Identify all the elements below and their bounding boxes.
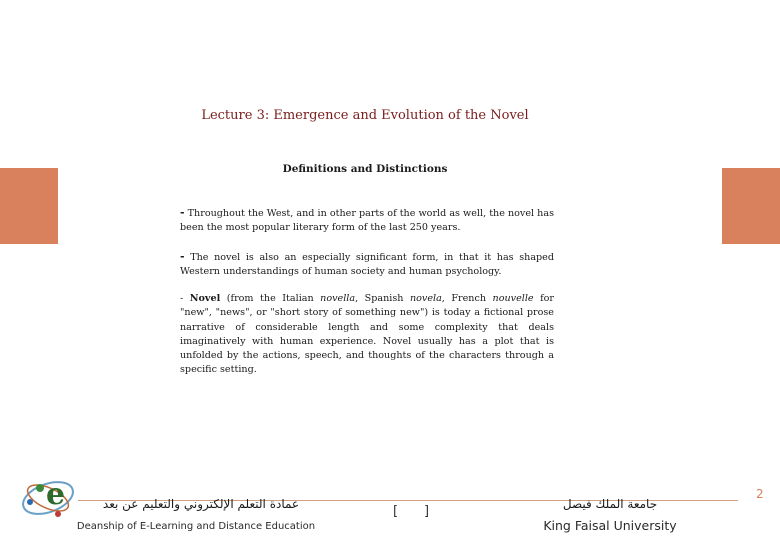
paragraph-3-text-c: , French <box>441 293 493 304</box>
deanship-arabic: عمادة التعلم الإلكتروني والتعليم عن بعد <box>102 497 300 511</box>
paragraph-3-text-a: (from the Italian <box>220 293 321 304</box>
novel-term: Novel <box>189 293 221 304</box>
term-novela: novela <box>409 293 442 304</box>
svg-text:e: e <box>46 477 66 512</box>
university-arabic: جامعة الملك فيصل <box>562 497 658 511</box>
elearning-logo-icon <box>18 462 84 528</box>
slide-title: Lecture 3: Emergence and Evolution of the Novel <box>201 108 529 123</box>
bullet-1: - <box>180 206 185 219</box>
left-accent-bar <box>0 168 58 244</box>
paragraph-3-lead: - <box>180 293 190 304</box>
page-bracket-open: [ <box>393 504 399 519</box>
page-bracket-close: ] <box>424 504 430 519</box>
paragraph-2 <box>180 250 554 280</box>
paragraph-3-text-d: for "new", "news", or "short story of something new") is today a fictional prose narrative of considerable length and some complexity that deals imaginatively with human experience. Novel usually has a plot that is unfolded by the actions, speech, and thoughts of the characters through a specific setting. <box>180 293 554 376</box>
bullet-2: - <box>180 250 185 263</box>
paragraph-2-text: The novel is also an especially significant form, in that it has shaped Western understandings of human society and human psychology. <box>180 252 554 278</box>
term-novella: novella <box>320 293 356 304</box>
term-nouvelle: nouvelle <box>492 293 534 304</box>
deanship-english: Deanship of E-Learning and Distance Education <box>76 521 316 532</box>
paragraph-3 <box>180 292 554 378</box>
paragraph-3-text-b: , Spanish <box>355 293 410 304</box>
university-english: King Faisal University <box>543 518 677 533</box>
page-number: 2 <box>756 487 764 501</box>
right-accent-bar <box>722 168 780 244</box>
slide-subtitle: Definitions and Distinctions <box>282 163 448 175</box>
paragraph-1 <box>180 206 554 236</box>
paragraph-1-text: Throughout the West, and in other parts of the world as well, the novel has been the most popular literary form of the last 250 years. <box>180 208 554 234</box>
